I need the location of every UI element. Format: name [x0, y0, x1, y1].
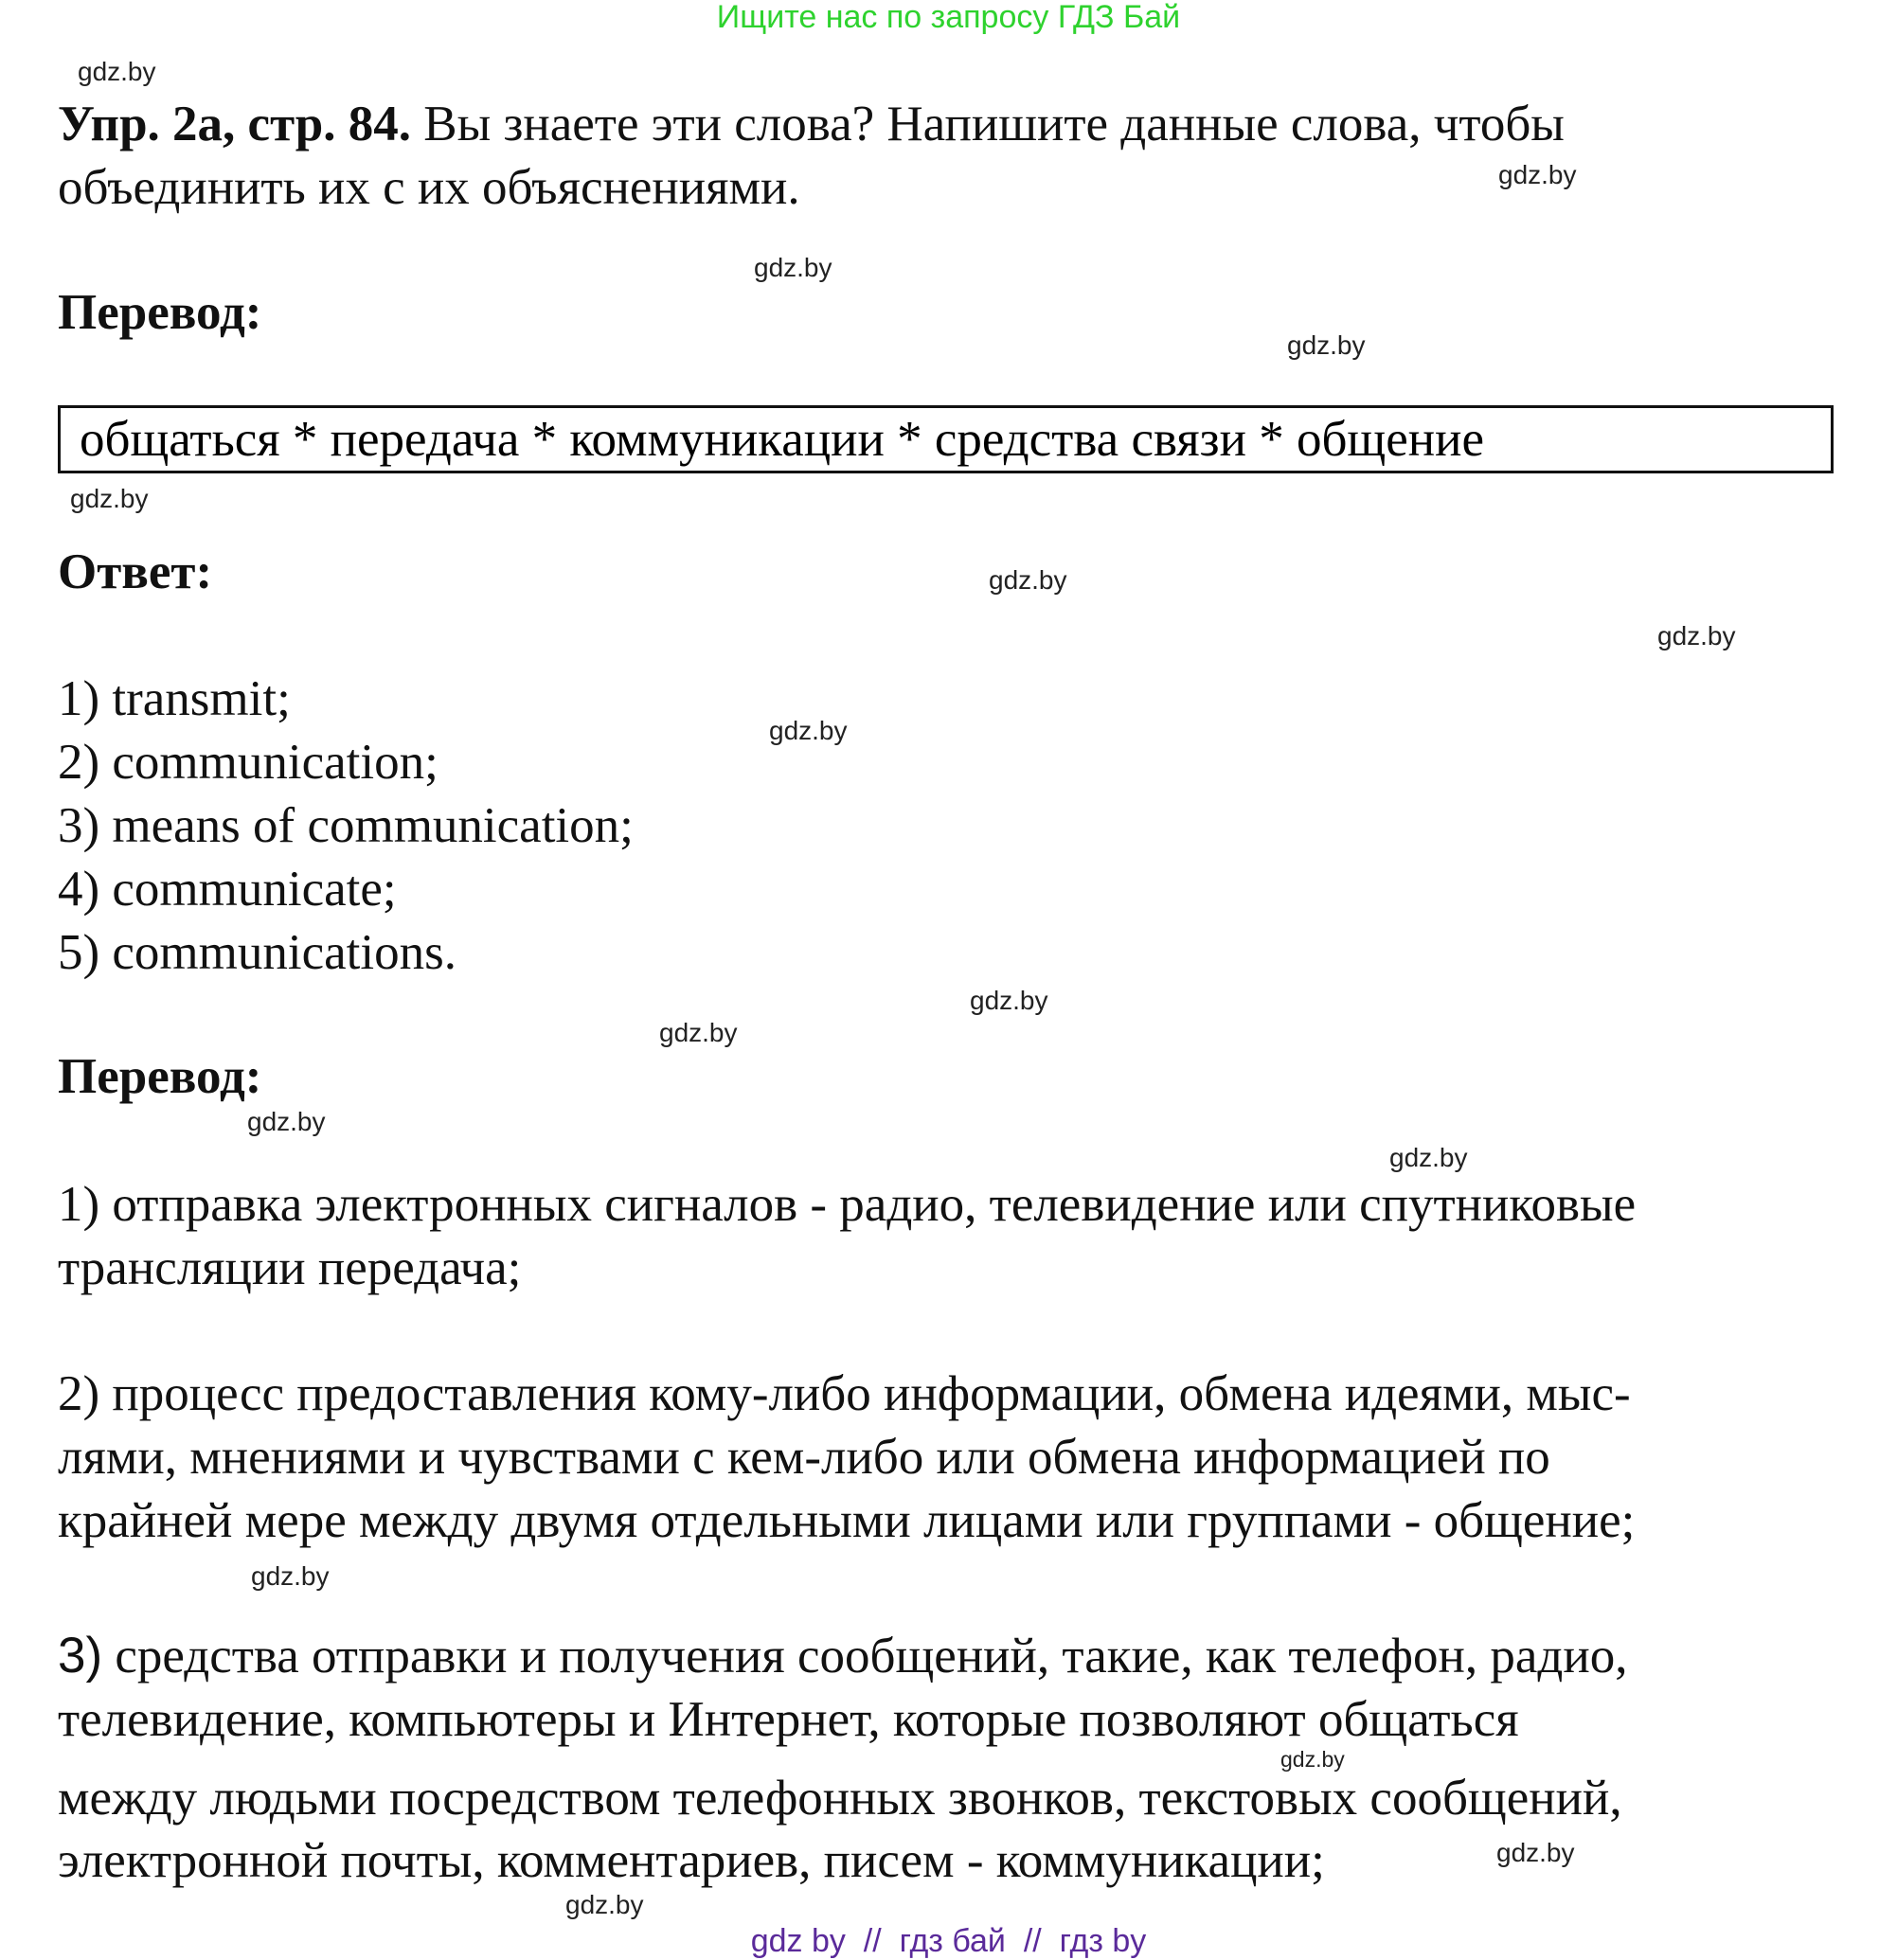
translation-line: лями, мнениями и чувствами с кем-либо или обмена информацией по: [58, 1430, 1550, 1485]
answer-item: 5) communications.: [58, 925, 456, 980]
watermark: gdz.by: [1389, 1143, 1468, 1172]
watermark: gdz.by: [1498, 160, 1577, 189]
translation-line: электронной почты, комментариев, писем - коммуникации;: [58, 1833, 1325, 1888]
translation-text: средства отправки и получения сообщений, такие, как телефон, радио,: [102, 1629, 1628, 1684]
translation-line: 2) процесс предоставления кому-либо информации, обмена идеями, мыс-: [58, 1366, 1631, 1421]
watermark: gdz.by: [1287, 330, 1366, 360]
answer-item: 3) means of communication;: [58, 798, 634, 853]
translation-line: телевидение, компьютеры и Интернет, которые позволяют общаться: [58, 1692, 1519, 1747]
watermark: gdz.by: [989, 565, 1067, 595]
answer-item: 4) communicate;: [58, 862, 397, 917]
translation-heading: Перевод:: [58, 285, 262, 340]
task-text: Вы знаете эти слова? Напишите данные слова, чтобы: [411, 97, 1565, 151]
task-line-2: объединить их с их объяснениями.: [58, 160, 800, 215]
footer-links: gdz by // гдз бай // гдз by: [750, 1923, 1147, 1959]
watermark: gdz.by: [754, 253, 832, 282]
translation-line: [58, 1630, 1627, 1683]
watermark: gdz.by: [251, 1561, 330, 1591]
watermark: gdz.by: [659, 1018, 738, 1047]
item-number: 3): [58, 1628, 103, 1684]
answer-heading: Ответ:: [58, 544, 213, 599]
task-line-1: [58, 98, 1565, 151]
translation-line: трансляции передача;: [58, 1240, 522, 1295]
watermark: gdz.by: [1280, 1747, 1345, 1772]
watermark: gdz.by: [1657, 621, 1736, 650]
translation-line: крайней мере между двумя отдельными лицами или группами - общение;: [58, 1493, 1636, 1548]
watermark: gdz.by: [565, 1890, 644, 1919]
watermark: gdz.by: [970, 986, 1048, 1015]
task-label: Упр. 2а, стр. 84.: [58, 97, 411, 151]
watermark: gdz.by: [70, 484, 149, 513]
word-box-text: общаться * передача * коммуникации * средства связи * общение: [80, 412, 1485, 467]
search-banner: Ищите нас по запросу ГДЗ Бай: [716, 0, 1181, 35]
watermark: gdz.by: [247, 1107, 326, 1136]
translation-line: между людьми посредством телефонных звонков, текстовых сообщений,: [58, 1771, 1622, 1826]
translation-line: 1) отправка электронных сигналов - радио, телевидение или спутниковые: [58, 1177, 1637, 1232]
answer-item: 1) transmit;: [58, 671, 291, 726]
translation-heading-2: Перевод:: [58, 1049, 262, 1104]
watermark: gdz.by: [78, 57, 156, 86]
watermark: gdz.by: [1496, 1838, 1575, 1867]
word-box: [58, 405, 1834, 473]
answer-item: 2) communication;: [58, 735, 438, 790]
watermark: gdz.by: [769, 716, 848, 745]
